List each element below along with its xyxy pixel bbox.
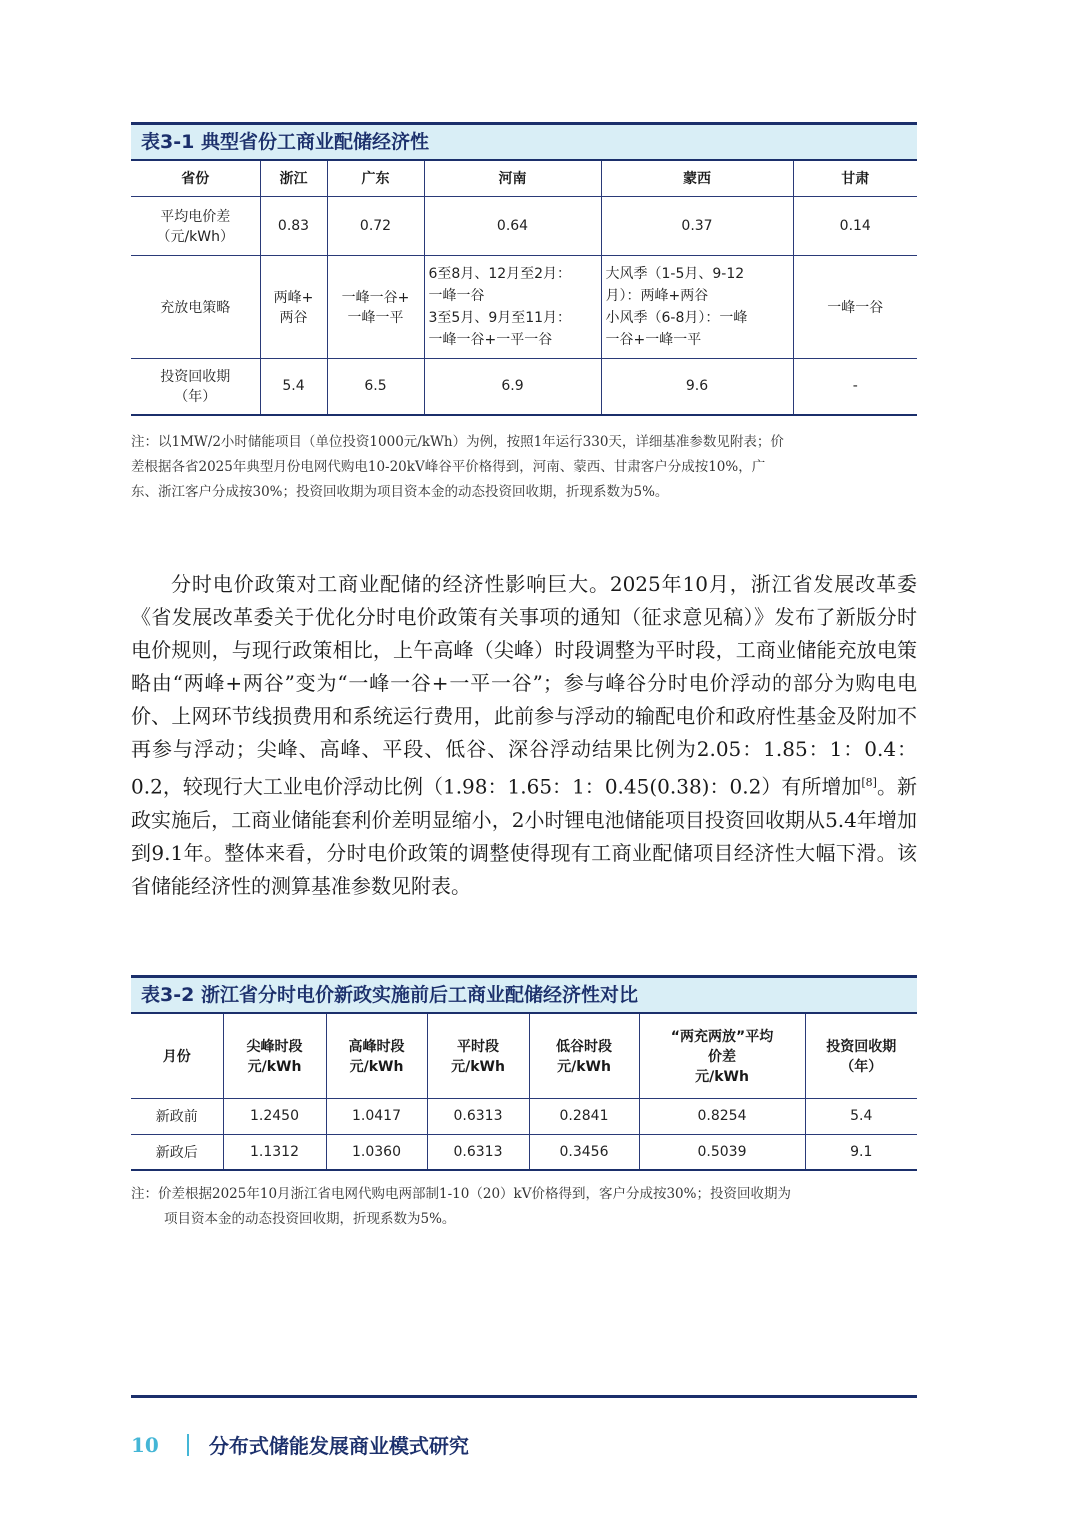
table-cell: 0.64 <box>424 196 601 255</box>
header-row <box>131 160 917 196</box>
table-cell: 9.1 <box>805 1134 917 1170</box>
table-cell: 6.9 <box>424 358 601 415</box>
table-note: 注：价差根据2025年10月浙江省电网代购电两部制1-10（20）kV价格得到，客户分成按30%；投资回收期为 项目资本金的动态投资回收期，折现系数为5%。 <box>131 1186 791 1227</box>
economics-table <box>131 159 917 416</box>
table-cell: 5.4 <box>260 358 327 415</box>
header-cell: “两充两放”平均 价差 元/kWh <box>639 1013 805 1098</box>
table-cell: 0.72 <box>327 196 424 255</box>
table-cell: 1.1312 <box>223 1134 326 1170</box>
table-row <box>131 1098 917 1134</box>
header-cell: 尖峰时段 元/kWh <box>223 1013 326 1098</box>
table-cell: 0.83 <box>260 196 327 255</box>
header-cell: 浙江 <box>260 160 327 196</box>
table-cell: 1.0360 <box>326 1134 427 1170</box>
header-cell: 投资回收期 （年） <box>805 1013 917 1098</box>
row-label: 投资回收期 （年） <box>131 358 260 415</box>
header-row <box>131 1013 917 1098</box>
body-paragraph: 分时电价政策对工商业配储的经济性影响巨大。2025年10月，浙江省发展改革委《省发展改革委关于优化分时电价政策有关事项的通知（征求意见稿）》发布了新版分时电价规则，与现行政策相比，上午高峰（尖峰）时段调整为平时段，工商业储能充放电策略由“两峰+两谷”变为“一峰一谷+一平一谷”；参与峰谷分时电价浮动的部分为购电电价、上网环节线损费用和系统运行费用，此前参与浮动的输配电价和政府性基金及附加不再参与浮动；尖峰、高峰、平段、低谷、深谷浮动结果比例为2.05：1.85：1：0.4：0.2，较现行大工业电价浮动比例（1.98：1.65：1：0.45(0.38)：0.2）有所增加[8]。新政实施后，工商业储能套利价差明显缩小，2小时锂电池储能项目投资回收期从5.4年增加到9.1年。整体来看，分时电价政策的调整使得现有工商业配储项目经济性大幅下滑。该省储能经济性的测算基准参数见附表。 <box>131 572 917 898</box>
table-row <box>131 358 917 415</box>
header-cell: 河南 <box>424 160 601 196</box>
row-label: 充放电策略 <box>131 255 260 358</box>
table-cell: 1.0417 <box>326 1098 427 1134</box>
header-cell: 低谷时段 元/kWh <box>529 1013 639 1098</box>
table-caption: 表3-2 浙江省分时电价新政实施前后工商业配储经济性对比 <box>131 975 917 1012</box>
table-cell: 0.6313 <box>427 1134 529 1170</box>
page-footer <box>131 1430 469 1459</box>
table-cell: - <box>793 358 917 415</box>
table-note: 注：以1MW/2小时储能项目（单位投资1000元/kWh）为例，按照1年运行330天，详细基准参数见附表；价 差根据各省2025年典型月份电网代购电10-20kV峰谷平价格得到，河南、蒙西、甘肃客户分成按10%，广 东、浙江客户分成按30%；投资回收期为项目资本金的动态投资回收期，折现系数为5%。 <box>131 434 784 500</box>
table-cell: 一峰一谷 <box>793 255 917 358</box>
table-3-2 <box>131 975 917 1171</box>
header-cell: 平时段 元/kWh <box>427 1013 529 1098</box>
table-row <box>131 196 917 255</box>
table-cell: 一峰一谷+ 一峰一平 <box>327 255 424 358</box>
footer-rule <box>131 1395 917 1398</box>
table-cell: 6.5 <box>327 358 424 415</box>
table-cell: 0.14 <box>793 196 917 255</box>
table-cell: 0.5039 <box>639 1134 805 1170</box>
header-cell: 高峰时段 元/kWh <box>326 1013 427 1098</box>
table-cell: 5.4 <box>805 1098 917 1134</box>
table-cell: 两峰+ 两谷 <box>260 255 327 358</box>
table-cell: 6至8月、12月至2月： 一峰一谷 3至5月、9月至11月： 一峰一谷+一平一谷 <box>424 255 601 358</box>
header-cell: 广东 <box>327 160 424 196</box>
row-label: 新政后 <box>131 1134 223 1170</box>
table-cell: 0.3456 <box>529 1134 639 1170</box>
table-cell: 9.6 <box>601 358 793 415</box>
table-cell: 0.2841 <box>529 1098 639 1134</box>
table-3-1 <box>131 122 917 416</box>
table-cell: 1.2450 <box>223 1098 326 1134</box>
row-label: 平均电价差 （元/kWh） <box>131 196 260 255</box>
table-row <box>131 1134 917 1170</box>
report-title: 分布式储能发展商业模式研究 <box>208 1434 469 1458</box>
table-caption: 表3-1 典型省份工商业配储经济性 <box>131 122 917 159</box>
table-cell: 大风季（1-5月、9-12 月）：两峰+两谷 小风季（6-8月）：一峰 一谷+一峰一平 <box>601 255 793 358</box>
table-cell: 0.6313 <box>427 1098 529 1134</box>
header-cell: 省份 <box>131 160 260 196</box>
footer-separator <box>187 1434 189 1456</box>
page-number: 10 <box>131 1432 159 1457</box>
header-cell: 甘肃 <box>793 160 917 196</box>
header-cell: 蒙西 <box>601 160 793 196</box>
comparison-table <box>131 1012 917 1171</box>
table-cell: 0.8254 <box>639 1098 805 1134</box>
table-cell: 0.37 <box>601 196 793 255</box>
table-row <box>131 255 917 358</box>
row-label: 新政前 <box>131 1098 223 1134</box>
citation-ref: [8] <box>861 776 877 789</box>
header-cell: 月份 <box>131 1013 223 1098</box>
